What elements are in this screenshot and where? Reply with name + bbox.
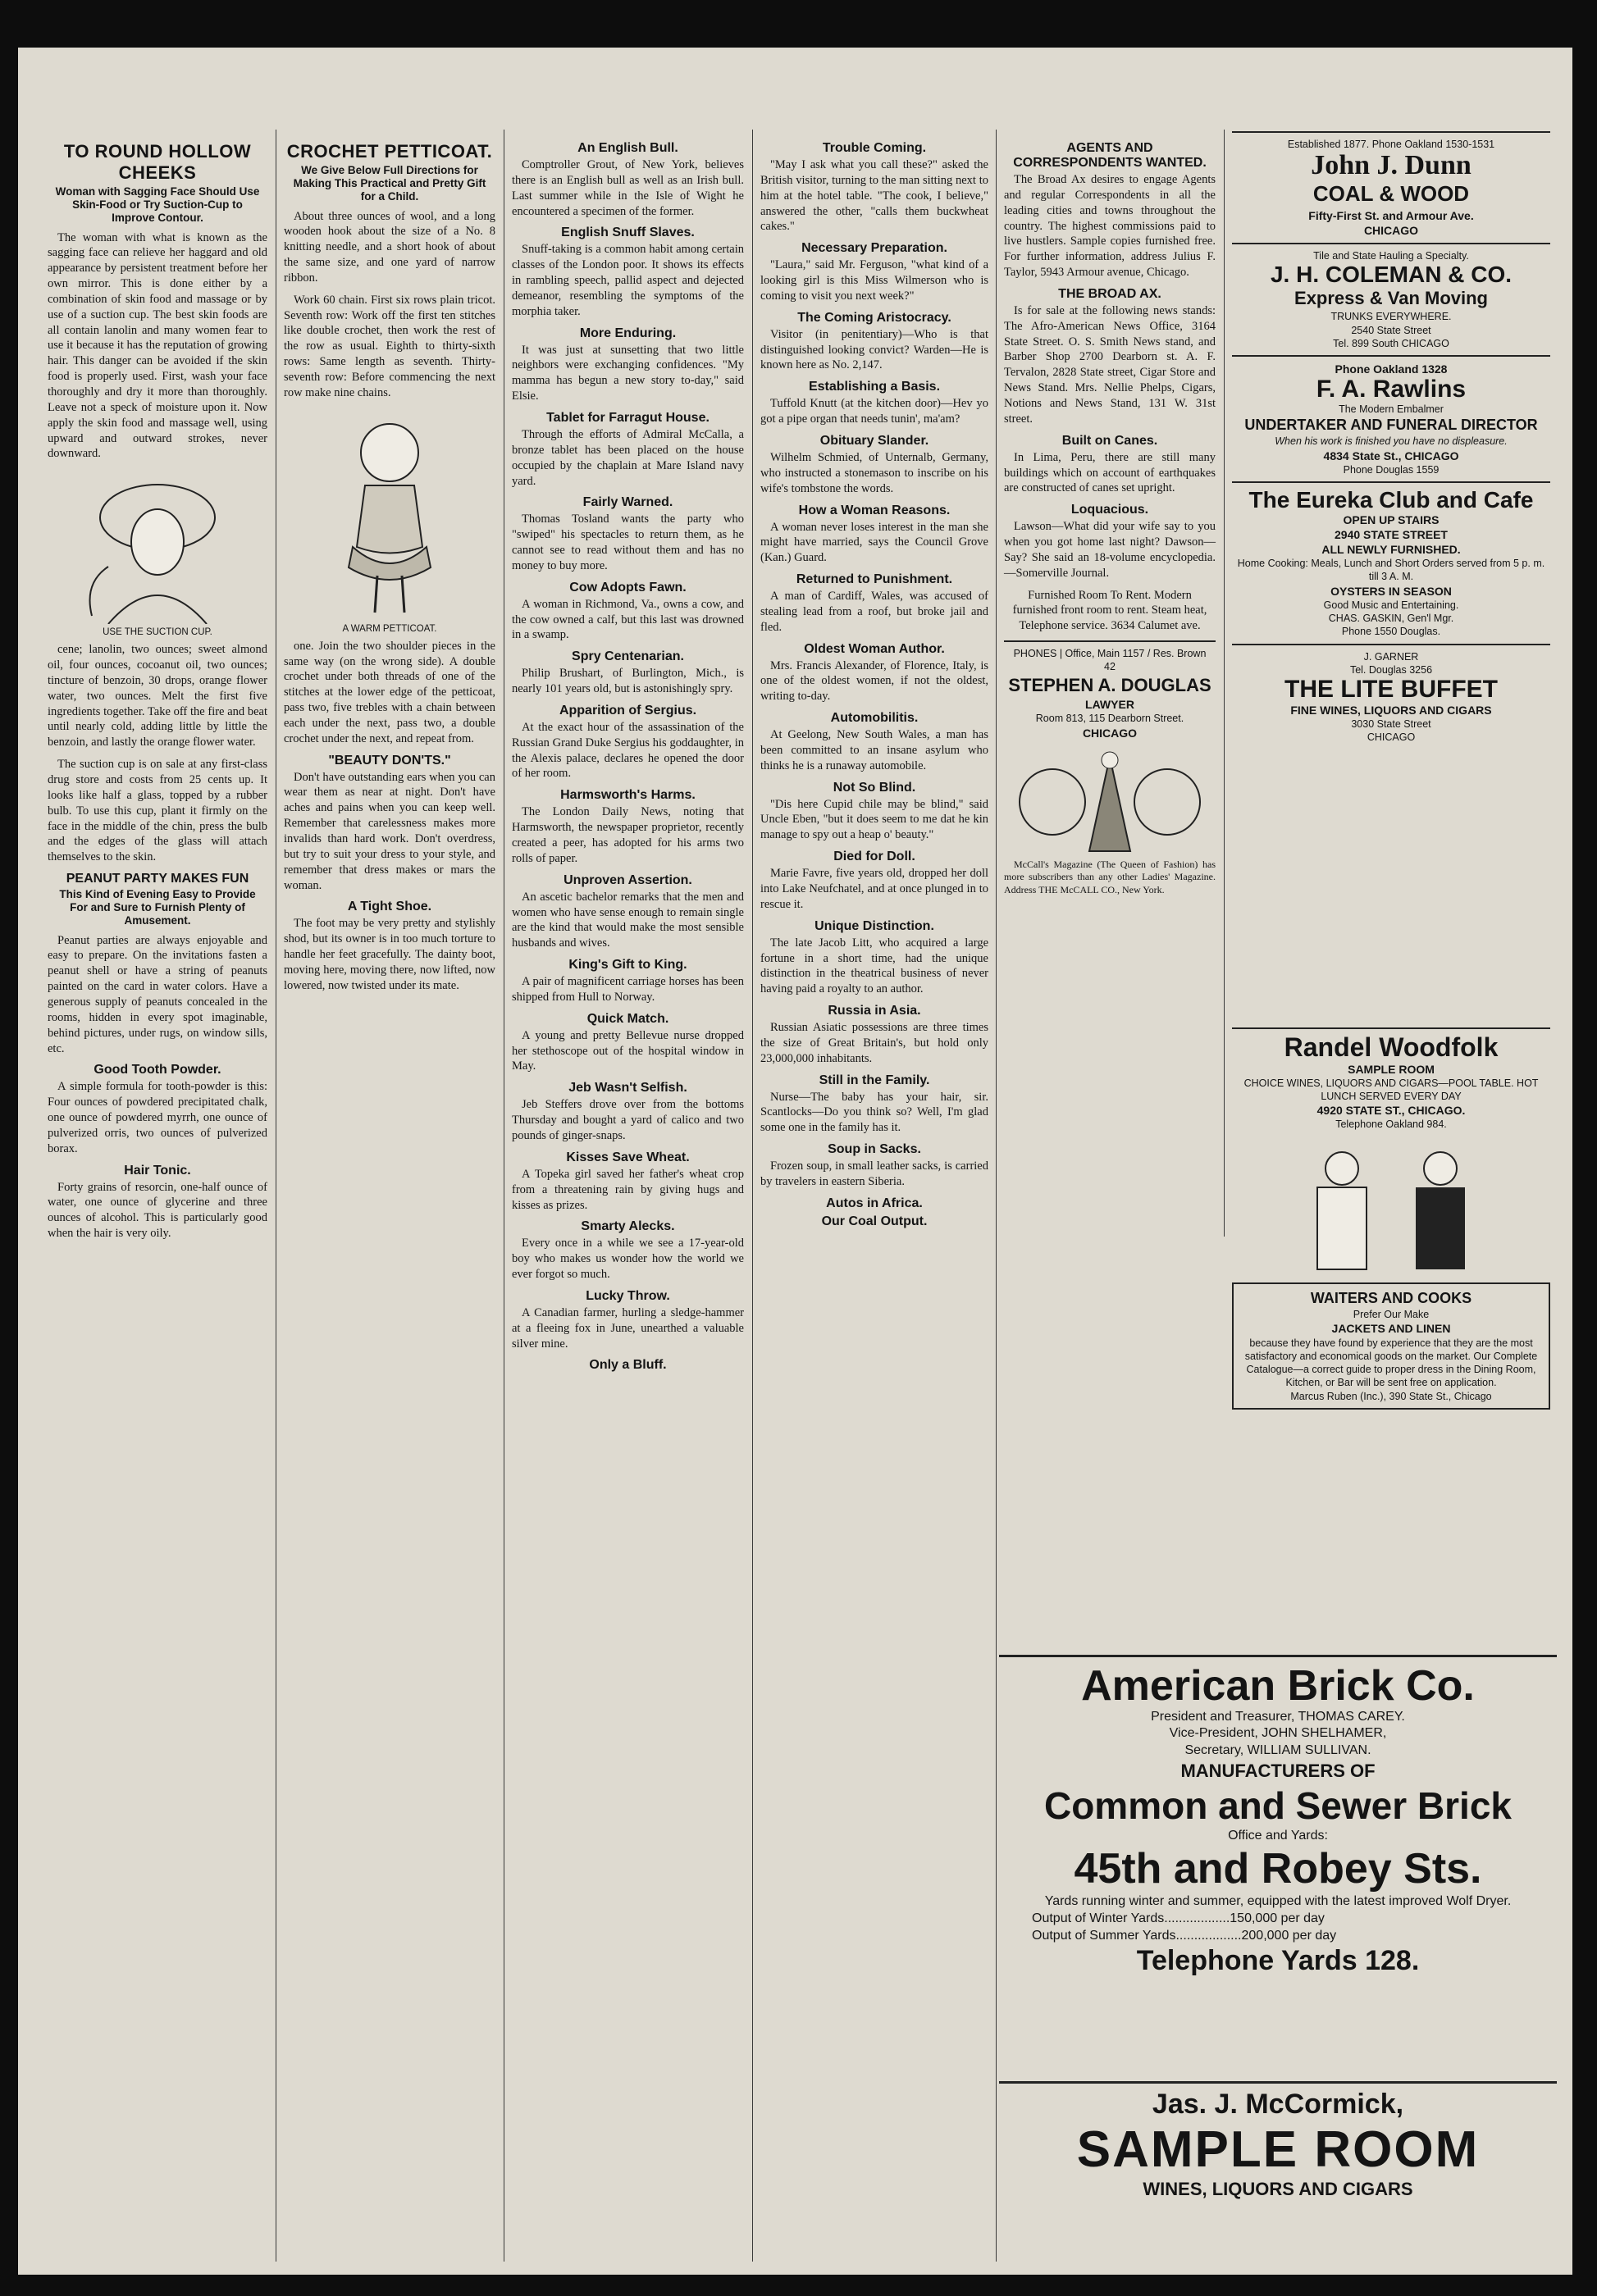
article-text: Wilhelm Schmied, of Unternalb, Germany, who instructed a stonemason to inscribe on his wife's tombstone the words. [760, 450, 988, 495]
article-text: Peanut parties are always enjoyable and easy to prepare. On the invitations fasten a peanut shell or have a string of peanuts painted on the card in water colors. Have a generous supply of peanuts concealed in the rooms, hidden in every spot imaginable, behind pictures, under rugs, on window sills, etc. [48, 933, 267, 1055]
article-text: Don't have outstanding ears when you can wear them as near at night. Don't have aches and pains when you can keep well. Remember that carelessness makes more invalids than hard work. Don't overdress, but try to suit your dress to your style, and remember that dress makes or mars the woman. [284, 770, 495, 892]
article-text: Marie Favre, five years old, dropped her doll into Lake Neufchatel, and at once plunged in to rescue it. [760, 867, 988, 911]
lite-sub: FINE WINES, LIQUORS AND CIGARS [1290, 703, 1492, 717]
randel-sub: SAMPLE ROOM [1348, 1062, 1435, 1076]
article-text: Mrs. Francis Alexander, of Florence, Italy, is one of the oldest women, if not the oldest, writing to-day. [760, 658, 988, 704]
article-text: Forty grains of resorcin, one-half ounce of water, one ounce of glycerine and three ounces of alcohol. This is particularly good when the hair is very oily. [48, 1180, 267, 1241]
subhead: Built on Canes. [1061, 433, 1158, 448]
american-brick-ad [999, 1655, 1557, 1977]
article-text: A Canadian farmer, hurling a sledge-hammer at a fleeing fox in June, unearthed a valuable silver mine. [512, 1305, 744, 1351]
broad-ax-head: THE BROAD AX. [1058, 286, 1161, 301]
child-petticoat-illustration [308, 408, 472, 621]
subhead: Smarty Alecks. [581, 1219, 675, 1234]
rawlins-tag: When his work is finished you have no displeasure. [1275, 435, 1508, 448]
subhead: Apparition of Sergius. [559, 703, 697, 718]
subhead: Loquacious. [1070, 503, 1149, 517]
lite-city: CHICAGO [1367, 731, 1416, 743]
article-text: The foot may be very pretty and stylishly shod, but its owner is in too much torture to handle her feet gracefully. The dainty boot, moving here, moving there, now lifted, now lowered, now twisted under its mate. [284, 917, 495, 992]
rawlins-line: UNDERTAKER AND FUNERAL DIRECTOR [1244, 417, 1538, 434]
article-text: A young and pretty Bellevue nurse dropped her stethoscope out of the hospital window in May. [512, 1028, 744, 1073]
brick-president: President and Treasurer, THOMAS CAREY. [1151, 1709, 1405, 1724]
dunn-address: Fifty-First St. and Armour Ave. [1308, 208, 1474, 222]
waiters-sub: Prefer Our Make [1353, 1309, 1430, 1321]
rawlins-phone: Phone Oakland 1328 [1335, 362, 1448, 376]
headline-beauty-donts: "BEAUTY DON'TS." [328, 753, 451, 768]
eureka-furnished: ALL NEWLY FURNISHED. [1321, 542, 1461, 556]
subhead: Autos in Africa. [826, 1196, 923, 1210]
subhead: Oldest Woman Author. [804, 641, 945, 656]
article-text: The late Jacob Litt, who acquired a large fortune in a short time, had the unique distinction in the theatrical business of never having paid a royalty to an author. [760, 936, 988, 996]
deck-peanut-party: This Kind of Evening Easy to Provide For and Sure to Furnish Plenty of Amusement. [59, 888, 256, 927]
article-text: A woman in Richmond, Va., owns a cow, and the cow owned a calf, but this last was drowned in a swamp. [512, 597, 744, 642]
dunn-coal-wood: COAL & WOOD [1312, 180, 1470, 206]
dunn-coal-ad [1232, 131, 1550, 243]
article-text: Russian Asiatic possessions are three times the size of Great Britain's, but hold only 23,000,000 inhabitants. [760, 1021, 988, 1065]
coleman-tel: Tel. 899 South CHICAGO [1333, 337, 1449, 349]
randel-address: 4920 STATE ST., CHICAGO. [1316, 1104, 1466, 1118]
dunn-name: John J. Dunn [1311, 150, 1472, 181]
article-text: At Geelong, New South Wales, a man has been committed to an insane asylum who thinks he is a runaway automobile. [760, 728, 988, 772]
subhead: Establishing a Basis. [808, 380, 941, 394]
dunn-city: CHICAGO [1363, 223, 1419, 237]
brick-product: Common and Sewer Brick [1043, 1784, 1513, 1827]
article-text: Every once in a while we see a 17-year-old boy who makes us wonder how the world we ever forgot so much. [512, 1237, 744, 1282]
article-text: Frozen soup, in small leather sacks, is carried by travelers in eastern Siberia. [760, 1159, 988, 1188]
article-text: An ascetic bachelor remarks that the men and women who have sense enough to remain single are the kind that would make the most sensible husbands and wives. [512, 890, 744, 950]
rawlins-sub: The Modern Embalmer [1339, 403, 1444, 415]
subhead: Cow Adopts Fawn. [569, 580, 687, 594]
ads-column [1227, 131, 1555, 1156]
article-text: Work 60 chain. First six rows plain tricot. Seventh row: Work off the first ten stitches like double crochet, then work the rest of the row as usual. Eighth to thirty-sixth rows: Same length as seventh. Thirty-seventh row: Before commencing the next row make nine chains. [284, 293, 495, 399]
coleman-trunks: TRUNKS EVERYWHERE. [1330, 311, 1452, 323]
waiters-body: because they have found by experience that they are the most satisfactory and economical goods on the market. Our Complete Catalogue—a correct guide to proper dress in the Dining Room, Kitchen, or Bar will be sent free on application. [1244, 1337, 1538, 1389]
lite-name: THE LITE BUFFET [1284, 676, 1498, 703]
article-text: A woman never loses interest in the man she might have married, says the Council Grove (Kan.) Guard. [760, 520, 988, 565]
randel-ad [1232, 1027, 1550, 1137]
article-text: Visitor (in penitentiary)—Who is that distinguished looking convict? Warden—He is known here as No. 2,147. [760, 327, 988, 372]
subhead: Tablet for Farragut House. [546, 410, 710, 425]
mccormick-name: Jas. J. McCormick, [1152, 2089, 1404, 2120]
lawyer-city: CHICAGO [1082, 726, 1138, 740]
subhead: Quick Match. [586, 1011, 669, 1026]
subhead: Necessary Preparation. [801, 241, 947, 256]
brick-office: Office and Yards: [1228, 1828, 1328, 1843]
column-2 [279, 138, 500, 2270]
eureka-name: The Eureka Club and Cafe [1248, 487, 1534, 513]
subhead: Jeb Wasn't Selfish. [568, 1081, 687, 1096]
waiters-line: JACKETS AND LINEN [1331, 1322, 1451, 1336]
article-text: Philip Brushart, of Burlington, Mich., is nearly 101 years old, but is astonishingly spry. [512, 667, 744, 696]
coleman-ad [1232, 243, 1550, 355]
randel-name: Randel Woodfolk [1284, 1032, 1499, 1062]
article-text: In Lima, Peru, there are still many buildings which on account of earthquakes are constructed of canes set upright. [1004, 450, 1216, 495]
subhead: Soup in Sacks. [828, 1142, 921, 1157]
eureka-tel: Phone 1550 Douglas. [1341, 626, 1441, 638]
article-text: The suction cup is on sale at any first-class drug store and costs from 25 cents up. It looks like half a glass, topped by a rubber bulb. To use this cup, plant it firmly on the face in the middle of the chin, press the bulb and the edges of the glass will attach themselves to the skin. [48, 758, 267, 864]
headline-crochet-petticoat: CROCHET PETTICOAT. [286, 141, 493, 162]
waiters-ad [1232, 1282, 1550, 1410]
eureka-oysters: OYSTERS IN SEASON [1330, 584, 1452, 598]
article-text: Tuffold Knutt (at the kitchen door)—Hev yo got a pipe organ that needs tunin', ma'am? [760, 397, 988, 426]
brick-manufacturers: MANUFACTURERS OF [1180, 1760, 1376, 1781]
article-text: A simple formula for tooth-powder is this: Four ounces of powdered precipitated chalk, one ounce of powdered myrrh, one ounce of pulverized orris, two ounces of pulverized borax. [48, 1080, 267, 1155]
waiter-cook-illustration [1268, 1140, 1514, 1279]
article-text: "Dis here Cupid chile may be blind," said Uncle Eben, "but it does seem to me dat he kin manage to spy out a heap o' beauty." [760, 797, 988, 842]
subhead: Unique Distinction. [814, 918, 934, 933]
article-text: About three ounces of wool, and a long wooden hook about the size of a No. 8 knitting needle, and a short hook of about the same size, and one yard of narrow ribbon. [284, 209, 495, 285]
lite-buffet-ad [1232, 644, 1550, 749]
deck-hollow-cheeks: Woman with Sagging Face Should Use Skin-Food or Try Suction-Cup to Improve Contour. [55, 185, 260, 225]
article-text: Lawson—What did your wife say to you when you got home last night? Dawson—Say? She said an 18-volume encyclopedia.—Somerville Journal. [1004, 520, 1216, 580]
article-text: one. Join the two shoulder pieces in the same way (on the wrong side). A double crochet under both threads of one of the stitches at the lower edge of the petticoat, pass two, five trebles with a chain between each under the next, pass two, a double crochet under the next, and repeat from. [284, 639, 495, 745]
subhead: A Tight Shoe. [347, 900, 432, 914]
subhead: Unproven Assertion. [564, 872, 692, 887]
dunn-established: Established 1877. Phone Oakland 1530-1531 [1287, 139, 1495, 150]
subhead: Returned to Punishment. [796, 572, 953, 587]
article-text: Thomas Tosland wants the party who "swiped" his spectacles to return them, as he cannot see to read without them and has no money to buy more. [512, 512, 744, 572]
mccall-pattern-illustration [1015, 749, 1204, 855]
article-text: A man of Cardiff, Wales, was accused of stealing lead from a roof, but broke jail and fled. [760, 590, 988, 634]
subhead: Still in the Family. [819, 1073, 930, 1087]
lite-tel: Tel. Douglas 3256 [1349, 663, 1433, 676]
subhead: More Enduring. [579, 326, 677, 340]
mccormick-sub: WINES, LIQUORS AND CIGARS [1143, 2179, 1413, 2199]
headline-peanut-party: PEANUT PARTY MAKES FUN [66, 872, 249, 886]
deck-crochet: We Give Below Full Directions for Making This Practical and Pretty Gift for a Child. [293, 164, 486, 203]
article-text: At the exact hour of the assassination of the Russian Grand Duke Sergius his goddaughter, in the Alexis palace, declares he opened the door of her room. [512, 720, 744, 781]
eureka-address: 2940 STATE STREET [1335, 527, 1448, 541]
subhead: An English Bull. [577, 141, 678, 155]
brick-name: American Brick Co. [1081, 1662, 1475, 1710]
article-text: Jeb Steffers drove over from the bottoms Thursday and bought a yard of calico and two pounds of ginger-snaps. [512, 1098, 744, 1142]
rawlins-name: F. A. Rawlins [1316, 376, 1467, 403]
agents-wanted-head: AGENTS AND CORRESPONDENTS WANTED. [1013, 141, 1207, 170]
article-text: "May I ask what you call these?" asked the British visitor, turning to the man sitting next to him at the hotel table. "The cook, I believe," answered the other, "calls them buckwheat cakes." [760, 158, 988, 234]
eureka-manager: CHAS. GASKIN, Gen'l Mgr. [1328, 613, 1454, 624]
article-text: Nurse—The baby has your hair, sir. Scantlocks—Do you think so? Well, I'm glad some one in the family has it. [760, 1090, 988, 1135]
subhead: Not So Blind. [833, 780, 916, 795]
subhead: The Coming Aristocracy. [797, 310, 951, 325]
subhead: King's Gift to King. [568, 958, 687, 973]
headline-hollow-cheeks: TO ROUND HOLLOW CHEEKS [63, 141, 252, 183]
article-text: It was just at sunsetting that two little neighbors were exchanging confidences. "My mamma has begun a new story to-day," said Elsie. [512, 343, 744, 403]
brick-phone: Telephone Yards 128. [1136, 1944, 1420, 1976]
column-4 [755, 138, 993, 2270]
mccormick-ad [999, 2081, 1557, 2200]
brick-output-winter: Output of Winter Yards..................150,000 per day [1032, 1911, 1325, 1926]
waiters-head: WAITERS AND COOKS [1310, 1289, 1472, 1306]
article-text: The woman with what is known as the sagging face can relieve her haggard and old appearance by persistent treatment before her own mirror. This is done either by a combination of skin food and massage or by use of a suction cup. The best skin foods are all contain lanolin and many women fear to use it because it has the reputation of growing hair. This danger can be avoided if the skin food is properly used. First, wash your face thoroughly and dry it more than thoroughly. Leave not a speck of moisture upon it. Now apply the skin food and massage well, using upward and outward strokes, never downward. [48, 230, 267, 461]
newspaper-page [18, 48, 1572, 2275]
brick-vp: Vice-President, JOHN SHELHAMER, [1169, 1726, 1387, 1741]
lawyer-name: STEPHEN A. DOUGLAS [1008, 674, 1211, 695]
article-text: The London Daily News, noting that Harmsworth, the newspaper proprietor, recently created a peer, has adopted for his arms two rolls of paper. [512, 805, 744, 865]
lawyer-phones: PHONES | Office, Main 1157 / Res. Brown 42 [1013, 648, 1207, 673]
brick-secretary: Secretary, WILLIAM SULLIVAN. [1184, 1743, 1371, 1758]
randel-tel: Telephone Oakland 984. [1335, 1118, 1447, 1131]
subhead: Good Tooth Powder. [94, 1063, 221, 1077]
subhead: Died for Doll. [833, 850, 915, 864]
eureka-body: Home Cooking: Meals, Lunch and Short Orders served from 5 p. m. till 3 A. M. [1237, 558, 1545, 583]
article-text: The Broad Ax desires to engage Agents and regular Correspondents in all the leading cities and towns throughout the country. The highest commissions paid to live hustlers. Sample copies furnished free. For further information, address Julius F. Taylor, 5943 Armour avenue, Chicago. [1004, 173, 1216, 280]
woman-portrait-illustration [59, 468, 256, 624]
brick-location: 45th and Robey Sts. [1074, 1845, 1482, 1893]
coleman-moving: Express & Van Moving [1294, 287, 1488, 308]
rawlins-address: 4834 State St., CHICAGO [1323, 449, 1459, 462]
article-text: "Laura," said Mr. Ferguson, "what kind of a looking girl is this Miss Wilmerson who is coming to visit you next week?" [760, 258, 988, 303]
subhead: Obituary Slander. [819, 433, 929, 448]
article-text: cene; lanolin, two ounces; sweet almond oil, four ounces, cocoanut oil, two ounces; tincture of benzoin, 30 drops, orange flower water, two ounces. Melt the first five ingredients together. Take off the fire and beat until nearly cold, adding little by little the benzoin, and lastly the orange flower water. [48, 643, 267, 749]
subhead: Fairly Warned. [582, 495, 673, 510]
mccall-ad-text: McCall's Magazine (The Queen of Fashion) has more subscribers than any other Ladies' Magazine. Address THE McCALL CO., New York. [1004, 858, 1216, 895]
mccormick-title: SAMPLE ROOM [1076, 2121, 1480, 2178]
subhead: Lucky Throw. [586, 1288, 670, 1303]
rawlins-tel: Phone Douglas 1559 [1343, 463, 1440, 476]
ads-column-lower [1227, 1027, 1555, 1700]
article-text: Through the efforts of Admiral McCalla, a bronze tablet has been placed on the house occupied by the chaplain at Mare Island navy yard. [512, 427, 744, 488]
lawyer-ad [1004, 640, 1216, 745]
subhead: Trouble Coming. [822, 141, 927, 155]
subhead: How a Woman Reasons. [798, 503, 951, 517]
illustration-caption: USE THE SUCTION CUP. [103, 627, 212, 638]
lite-garner: J. GARNER [1363, 650, 1419, 663]
article-text: Is for sale at the following news stands: The Afro-American News Office, 3164 State Street. O. S. Smith News stand, and Barber Shop 2700 Dearborn st. A. F. Tervalon, 2828 State street, Cigar Store and News Stand. Mrs. Nellie Phelps, Cigars, Notions and News Stand, 131 W. 31st street. [1004, 303, 1216, 426]
eureka-music: Good Music and Entertaining. [1323, 599, 1459, 611]
article-text: Snuff-taking is a common habit among certain classes of the London poor. It shows its effects in rambling speech, pallid aspect and dejected demeanor, resembling the symptoms of the morphia taker. [512, 243, 744, 318]
subhead: Automobilitis. [830, 711, 919, 726]
illustration-caption: A WARM PETTICOAT. [342, 623, 437, 634]
rawlins-ad [1232, 355, 1550, 481]
eureka-ad [1232, 481, 1550, 643]
article-text: Comptroller Grout, of New York, believes there is an English bull as well as an Irish bull. Last summer while in the Isle of Wight he encountered a specimen of the former. [512, 158, 744, 218]
article-text: A pair of magnificent carriage horses has been shipped from Hull to Norway. [512, 975, 744, 1004]
column-1 [43, 138, 272, 2270]
column-5 [999, 138, 1221, 1655]
subhead: Kisses Save Wheat. [566, 1150, 690, 1164]
coleman-name: J. H. COLEMAN & CO. [1270, 262, 1512, 288]
lite-address: 3030 State Street [1351, 718, 1431, 730]
eureka-sub: OPEN UP STAIRS [1343, 512, 1440, 526]
lawyer-address: Room 813, 115 Dearborn Street. [1035, 713, 1184, 725]
waiters-address: Marcus Ruben (Inc.), 390 State St., Chicago [1290, 1390, 1492, 1402]
article-text: A Topeka girl saved her father's wheat crop from a threatening rain by giving hugs and kisses as prizes. [512, 1167, 744, 1212]
subhead: English Snuff Slaves. [561, 226, 695, 240]
room-to-rent-notice: Furnished Room To Rent. Modern furnished front room to rent. Steam heat, Telephone service. 3634 Calumet ave. [1012, 588, 1207, 633]
coleman-top: Tile and State Hauling a Specialty. [1313, 250, 1469, 262]
lawyer-title: LAWYER [1085, 698, 1134, 712]
subhead: Hair Tonic. [124, 1163, 191, 1178]
brick-yards: Yards running winter and summer, equipped with the latest improved Wolf Dryer. [1044, 1894, 1512, 1909]
subhead: Russia in Asia. [828, 1004, 921, 1018]
subhead: Harmsworth's Harms. [560, 788, 696, 803]
subhead: Spry Centenarian. [572, 649, 684, 664]
subhead: Only a Bluff. [589, 1358, 667, 1373]
brick-output-summer: Output of Summer Yards..................200,000 per day [1032, 1928, 1337, 1943]
subhead: Our Coal Output. [821, 1214, 928, 1228]
column-3 [507, 138, 749, 2270]
randel-body: CHOICE WINES, LIQUORS AND CIGARS—POOL TABLE. HOT LUNCH SERVED EVERY DAY [1243, 1077, 1539, 1103]
coleman-address: 2540 State Street [1351, 324, 1431, 336]
